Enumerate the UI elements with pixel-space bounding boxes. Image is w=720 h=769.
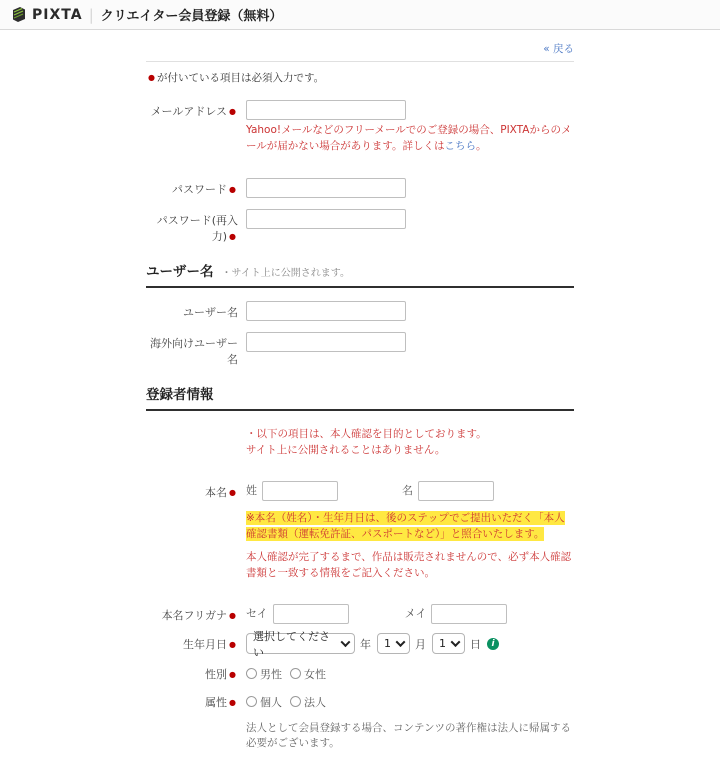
password-label: パスワード ● [172,182,236,196]
birthdate-row [146,629,574,659]
attribute-row [146,691,574,760]
gender-male-label: 男性 [260,668,282,682]
registrant-section-title: 登録者情報 [146,386,214,403]
attribute-individual-label: 個人 [260,696,282,710]
identity-purpose-note: ・以下の項目は、本人確認を目的としております。 サイト上に公開されることはありません。 [246,427,487,456]
id-verification-note: 本人確認が完了するまで、作品は販売されませんので、必ず本人確認書類と一致する情報をご記入ください。 [246,550,572,579]
id-document-highlight-note: ※本名（姓名）・生年月日は、後のステップでご提出いただく「本人確認書類（運転免許証、パスポートなど）」と照合いたします。 [246,512,565,541]
sei-input[interactable] [273,604,349,624]
attribute-corporate-label: 法人 [304,696,326,710]
furigana-row [146,602,574,624]
pixta-logo-icon [10,6,27,23]
registrant-section-header [146,383,574,411]
header-bar [0,0,720,30]
day-unit-label: 日 [470,637,481,651]
lastname-input[interactable] [262,481,338,501]
firstname-input[interactable] [418,481,494,501]
attribute-individual-radio[interactable] [246,696,257,707]
password-row [146,176,574,198]
required-dot-icon: ● [229,611,236,621]
gender-label: 性別 ● [205,668,236,682]
required-dot-icon: ● [148,73,155,82]
mei-input[interactable] [431,604,507,624]
lastname-label: 姓 [246,484,257,498]
email-freemail-note: Yahoo!メールなどのフリーメールでのご登録の場合、PIXTAからのメールが届かない場合があります。詳しくはこちら。 [246,124,572,153]
gender-female-label: 女性 [304,668,326,682]
chevron-down-icon [396,637,406,647]
email-row [146,98,574,167]
brand-wordmark: PIXTA [32,6,83,23]
overseas-username-row [146,330,574,367]
pixta-logo[interactable] [10,6,83,23]
gender-female-radio[interactable] [290,668,301,679]
furigana-label: 本名フリガナ ● [161,609,236,623]
gender-row [146,663,574,682]
form-container [146,30,574,760]
email-label: メールアドレス ● [150,105,236,118]
realname-row [146,479,574,593]
birthdate-info-icon[interactable]: i [487,638,499,650]
required-dot-icon: ● [229,488,236,498]
chevron-down-icon [341,637,351,647]
firstname-label: 名 [402,484,413,498]
birth-day-select[interactable]: 1 [432,633,465,654]
required-dot-icon: ● [229,698,236,708]
required-dot-icon: ● [229,184,236,194]
birth-month-select[interactable]: 1 [377,633,410,654]
birth-year-select[interactable]: 選択してください [246,633,355,654]
username-section-note: ・サイト上に公開されます。 [221,267,350,279]
privacy-note-row [146,422,574,471]
password-input[interactable] [246,178,406,198]
gender-male-radio[interactable] [246,668,257,679]
required-notice-text: が付いている項目は必須入力です。 [156,72,325,84]
required-field-notice [146,70,574,85]
page-title: クリエイター会員登録（無料） [100,9,283,24]
username-input[interactable] [246,301,406,321]
mei-label: メイ [404,607,427,621]
email-note-link[interactable]: こちら [444,140,476,153]
birthdate-label: 生年月日 ● [183,638,236,652]
username-section-header [146,260,574,288]
overseas-username-input[interactable] [246,332,406,352]
back-link[interactable]: « 戻る [543,43,574,55]
password-confirm-label: パスワード(再入力) ● [156,213,238,243]
username-label: ユーザー名 [183,305,238,319]
back-link-row [146,30,574,62]
required-dot-icon: ● [229,640,236,650]
attribute-label: 属性 ● [205,696,236,710]
password-confirm-input[interactable] [246,209,406,229]
attribute-corporate-radio[interactable] [290,696,301,707]
username-section-title: ユーザー名 [146,263,214,280]
required-dot-icon: ● [229,107,236,116]
username-row [146,299,574,321]
year-unit-label: 年 [360,637,371,651]
month-unit-label: 月 [415,637,426,651]
sei-label: セイ [246,607,268,621]
required-dot-icon: ● [229,231,236,241]
password-confirm-row [146,207,574,244]
chevron-down-icon [451,637,461,647]
corporate-copyright-note: 法人として会員登録する場合、コンテンツの著作権は法人に帰属する必要がございます。 [246,722,571,750]
realname-label: 本名 ● [205,486,236,500]
email-input[interactable] [246,100,406,120]
overseas-username-label: 海外向けユーザー名 [150,336,238,366]
header-divider: | [88,5,94,24]
required-dot-icon: ● [229,670,236,680]
